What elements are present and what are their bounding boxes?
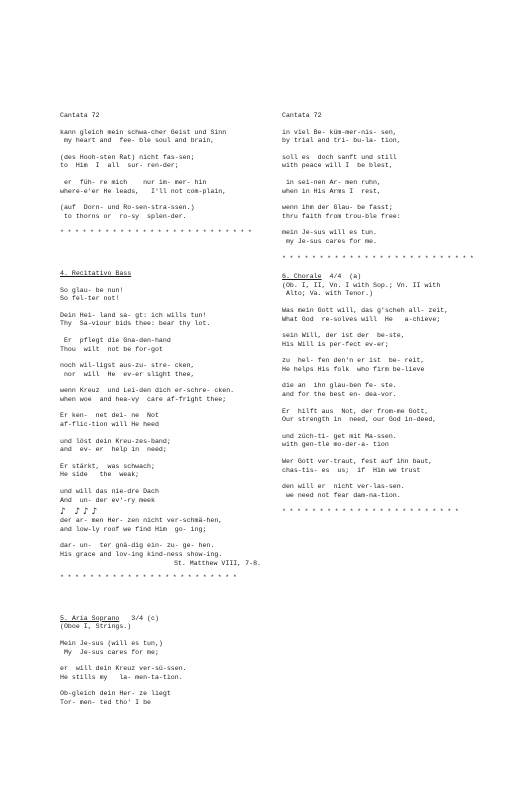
german-line: Dein Hei- land sa- gt: ich wills tun! — [60, 311, 207, 319]
lyric-block — [60, 640, 265, 657]
lyric-block — [60, 287, 265, 304]
german-line: Ob-gleich dein Her- ze liegt — [60, 690, 171, 698]
english-line: So fel-ter not! — [60, 295, 120, 303]
english-line: He stills my la- men-ta-tion. — [60, 673, 183, 681]
german-line: wenn Kreuz und Lei-den dich er-schre- cken. — [60, 387, 235, 395]
lyric-block — [282, 458, 502, 475]
english-line: to thorns or ro-sy splen-der. — [60, 212, 187, 220]
lyric-block — [60, 204, 265, 221]
german-line: (auf Dorn- und Ro-sen-stra-ssen.) — [60, 204, 195, 212]
english-line: by trial and tri- bu-la- tion, — [282, 137, 401, 145]
english-line: Thy Sa-viour bids thee: bear thy lot. — [60, 320, 211, 328]
english-line: when woe and hea-vy care af-fright thee; — [60, 395, 227, 403]
lyric-block — [60, 412, 265, 429]
english-line: His Will is per-fect ev-er; — [282, 340, 389, 348]
german-line: kann gleich mein schwa-cher Geist und Sinn — [60, 128, 227, 136]
german-line: Was mein Gott will, das g'scheh all- zeit, — [282, 306, 449, 314]
german-line: (des Hooh-sten Rat) nicht fas-sen; — [60, 153, 195, 161]
section-heading-chorale — [282, 273, 502, 282]
english-line: thru faith from trou-ble free: — [282, 212, 401, 220]
lyric-block — [60, 517, 265, 534]
english-line: His grace and lov-ing kind-ness show-ing. — [60, 551, 223, 558]
english-line: My Je-sus cares for me; — [60, 648, 159, 656]
music-note-icons: ♪ ♪ ♪ ♪ — [60, 507, 98, 518]
chorale-title: 6. Chorale — [282, 273, 322, 281]
lyric-block — [60, 129, 265, 146]
german-line: den will er nicht ver-las-sen. — [282, 483, 405, 491]
german-line: dar- un- ter gnä-dig ein- zu- ge- hen. — [60, 542, 215, 550]
lyric-block — [282, 408, 502, 425]
german-line: in sei-nen Ar- men ruhn, — [282, 178, 381, 186]
english-line: and low-ly roof we find Him go- ing; — [60, 525, 207, 533]
instruments-line: Alto; Va. with Tenor.) — [282, 290, 374, 298]
lyric-block — [282, 179, 502, 196]
english-line: where-e'er He leads, I'll not com-plain, — [60, 187, 227, 195]
english-line: to Him I all sur- ren-der; — [60, 162, 179, 170]
english-line: Our strength in need, our God in-deed, — [282, 416, 437, 424]
german-line: und züch-ti- get mit Ma-ssen. — [282, 432, 397, 440]
german-line: die an ihn glau-ben fe- ste. — [282, 382, 397, 390]
lyric-block — [282, 433, 502, 450]
german-line: Er hilft aus Not, der from-me Gott, — [282, 407, 429, 415]
german-line: soll es doch sanft und still — [282, 153, 397, 161]
lyric-block — [60, 690, 265, 707]
german-line: zu hel- fen den'n er ist be- reit, — [282, 357, 425, 365]
lyric-block — [282, 357, 502, 374]
lyric-block — [282, 129, 502, 146]
aria-instruments: (Oboe I, Strings.) — [60, 623, 132, 631]
german-line: in viel Be- küm-mer-nis- sen, — [282, 128, 397, 136]
lyric-block — [60, 488, 265, 505]
instruments-line: (Ob. I, II, Vn. I with Sop.; Vn. II with — [282, 281, 441, 289]
left-column — [60, 112, 265, 716]
chorale-meter: 4/4 (a) — [329, 273, 362, 281]
german-line: sein Will, der ist der be-ste, — [282, 332, 405, 340]
lyric-block — [60, 362, 265, 379]
section-divider: * * * * * * * * * * * * * * * * * * * * * * * * — [282, 508, 459, 516]
english-line: and for the best en- dea-vor. — [282, 391, 397, 399]
lyric-block — [60, 665, 265, 682]
section-heading-recitativo: 4. Recitativo Bass — [60, 269, 132, 277]
section-divider: * * * * * * * * * * * * * * * * * * * * * * * * — [60, 574, 237, 582]
english-line: What God re-solves will He a-chieve; — [282, 315, 441, 323]
english-line: chas-tis- es us; if Him we trust — [282, 466, 421, 474]
page-header: Cantata 72 — [60, 112, 100, 119]
english-line: we need not fear dam-na-tion. — [282, 491, 401, 499]
lyric-block — [282, 332, 502, 349]
scripture-attribution: St. Matthew VIII, 7-8. — [173, 559, 261, 567]
german-line: wenn ihm der Glau- be fasst; — [282, 204, 393, 212]
german-line: mein Je-sus will es tun. — [282, 229, 377, 237]
lyric-block — [282, 204, 502, 221]
lyric-block — [60, 312, 265, 329]
german-line: noch wil-ligst aus-zu- stre- cken, — [60, 362, 195, 370]
english-line: He side the weak; — [60, 471, 140, 479]
english-line: He helps His folk who firm be-lieve — [282, 365, 425, 373]
german-line: Er stärkt, was schwach; — [60, 462, 155, 470]
english-line: Tor- men- ted tho' I be — [60, 698, 152, 706]
lyric-block — [60, 438, 265, 455]
english-line: when in His Arms I rest, — [282, 187, 381, 195]
lyric-block — [282, 154, 502, 171]
lyric-block — [282, 483, 502, 500]
aria-meter: 3/4 (c) — [131, 614, 159, 622]
section-divider: * * * * * * * * * * * * * * * * * * * * * * * * * * — [282, 254, 474, 262]
section-heading-aria — [60, 615, 265, 624]
english-line: my Je-sus cares for me. — [282, 237, 377, 245]
english-line: with peace will I be blest, — [282, 162, 393, 170]
chorale-instruments — [282, 282, 502, 299]
right-column — [282, 112, 502, 527]
german-line: er will dein Kreuz ver-sü-ssen. — [60, 665, 187, 673]
german-line: und löst dein Kreu-zes-band; — [60, 437, 171, 445]
german-line: Wer Gott ver-traut, fest auf ihn baut, — [282, 458, 433, 466]
lyric-block — [60, 387, 265, 404]
lyric-block — [60, 337, 265, 354]
aria-title: 5. Aria Soprano — [60, 614, 120, 622]
lyric-block — [60, 542, 265, 559]
german-line: Er ken- net dei- ne Not — [60, 412, 159, 420]
english-line: and ev- er help in need; — [60, 446, 167, 454]
german-line: der ar- men Her- zen nicht ver-schmä-hen, — [60, 517, 223, 525]
lyric-block — [60, 463, 265, 480]
lyric-block — [60, 154, 265, 171]
english-line: with gen-tle mo-der-a- tion — [282, 441, 389, 449]
english-line: my heart and fee- ble soul and brain, — [60, 137, 215, 145]
section-divider: * * * * * * * * * * * * * * * * * * * * * * * * * * — [60, 229, 252, 237]
english-line: Thou wilt not be for-got — [60, 345, 163, 353]
english-line: And un- der ev'-ry meek — [60, 496, 155, 504]
german-line: er füh- re mich nur im- mer- hin — [60, 178, 207, 186]
german-line: So glau- be nun! — [60, 286, 124, 294]
lyric-block — [282, 307, 502, 324]
lyric-block — [60, 179, 265, 196]
lyric-block — [282, 229, 502, 246]
english-line: nor will He ev-er slight thee, — [60, 370, 195, 378]
page-header: Cantata 72 — [282, 112, 322, 119]
german-line: Mein Je-sus (will es tun,) — [60, 639, 163, 647]
english-line: af-flic-tion will He heed — [60, 421, 159, 429]
german-line: Er pflegt die Gna-den-hand — [60, 336, 171, 344]
lyric-block — [282, 382, 502, 399]
german-line: und will das nie-dre Dach — [60, 488, 159, 496]
